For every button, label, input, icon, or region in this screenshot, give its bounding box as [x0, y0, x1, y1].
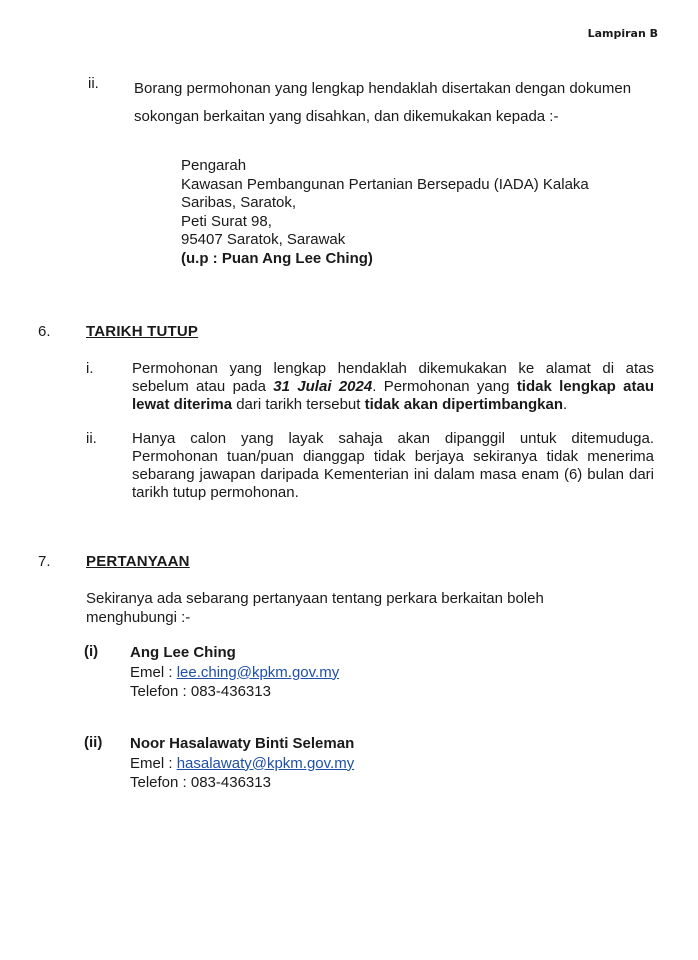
closing-bold-2: tidak akan dipertimbangkan	[364, 396, 563, 413]
contact-1	[130, 643, 339, 702]
section-6-item-ii-numeral: ii.	[86, 430, 97, 447]
contact-1-email-label: Emel :	[130, 663, 177, 681]
address-line-2: Kawasan Pembangunan Pertanian Bersepadu (IADA) Kalaka	[181, 175, 589, 193]
address-line-3: Saribas, Saratok,	[181, 194, 297, 211]
section-6-item-i-numeral: i.	[86, 360, 94, 377]
contact-1-email-row	[130, 663, 339, 683]
closing-text-2: . Permohonan yang	[372, 378, 517, 395]
section-6-heading: TARIKH TUTUP	[86, 323, 199, 340]
inquiry-intro-line-1: Sekiranya ada sebarang pertanyaan tentang perkara berkaitan boleh	[86, 590, 544, 607]
section-7-number: 7.	[38, 553, 51, 570]
contact-2-email-label: Emel :	[130, 754, 177, 772]
closing-text-4: .	[563, 396, 568, 413]
interview-paragraph: Hanya calon yang layak sahaja akan dipanggil untuk ditemuduga. Permohonan tuan/puan dianggap tidak berjaya sekiranya tidak menerima sebarang jawapan daripada Kementerian ini dalam masa enam (6) bulan dari tarikh tutup permohonan.	[132, 430, 654, 501]
address-line-5: 95407 Saratok, Sarawak	[181, 231, 346, 248]
closing-date-paragraph	[132, 360, 654, 414]
inquiry-intro-line-2: menghubungi :-	[86, 609, 191, 626]
contact-1-numeral: (i)	[84, 643, 99, 660]
contact-1-name: Ang Lee Ching	[130, 644, 236, 661]
section-7-heading: PERTANYAAN	[86, 553, 190, 570]
submission-paragraph	[134, 75, 664, 131]
contact-1-phone: Telefon : 083-436313	[130, 683, 271, 700]
section-6-number: 6.	[38, 323, 51, 340]
address-line-1: Pengarah	[181, 157, 247, 174]
address-block	[181, 157, 589, 268]
closing-date: 31 Julai 2024	[273, 378, 373, 395]
closing-text-1: Permohonan yang lengkap hendaklah dikemukakan ke alamat di atas sebelum atau pada	[132, 360, 654, 395]
closing-text-3: dari tarikh tersebut	[232, 396, 365, 413]
closing-bold-1: tidak lengkap atau lewat diterima	[132, 378, 655, 413]
contact-2-email-link[interactable]: hasalawaty@kpkm.gov.my	[176, 754, 355, 772]
item-numeral-ii: ii.	[88, 75, 99, 92]
contact-2-numeral: (ii)	[84, 734, 103, 751]
inquiry-intro	[86, 589, 544, 627]
contact-2-email-row	[130, 754, 354, 774]
address-attention: (u.p : Puan Ang Lee Ching)	[181, 249, 373, 267]
appendix-label: Lampiran B	[587, 27, 658, 40]
contact-1-email-link[interactable]: lee.ching@kpkm.gov.my	[176, 663, 340, 681]
address-line-4: Peti Surat 98,	[181, 212, 272, 230]
contact-2-name: Noor Hasalawaty Binti Seleman	[130, 735, 355, 752]
submission-line-1: Borang permohonan yang lengkap hendaklah disertakan dengan dokumen	[134, 80, 632, 97]
contact-2	[130, 734, 354, 793]
submission-line-2: sokongan berkaitan yang disahkan, dan dikemukakan kepada :-	[134, 108, 559, 125]
contact-2-phone: Telefon : 083-436313	[130, 774, 271, 791]
